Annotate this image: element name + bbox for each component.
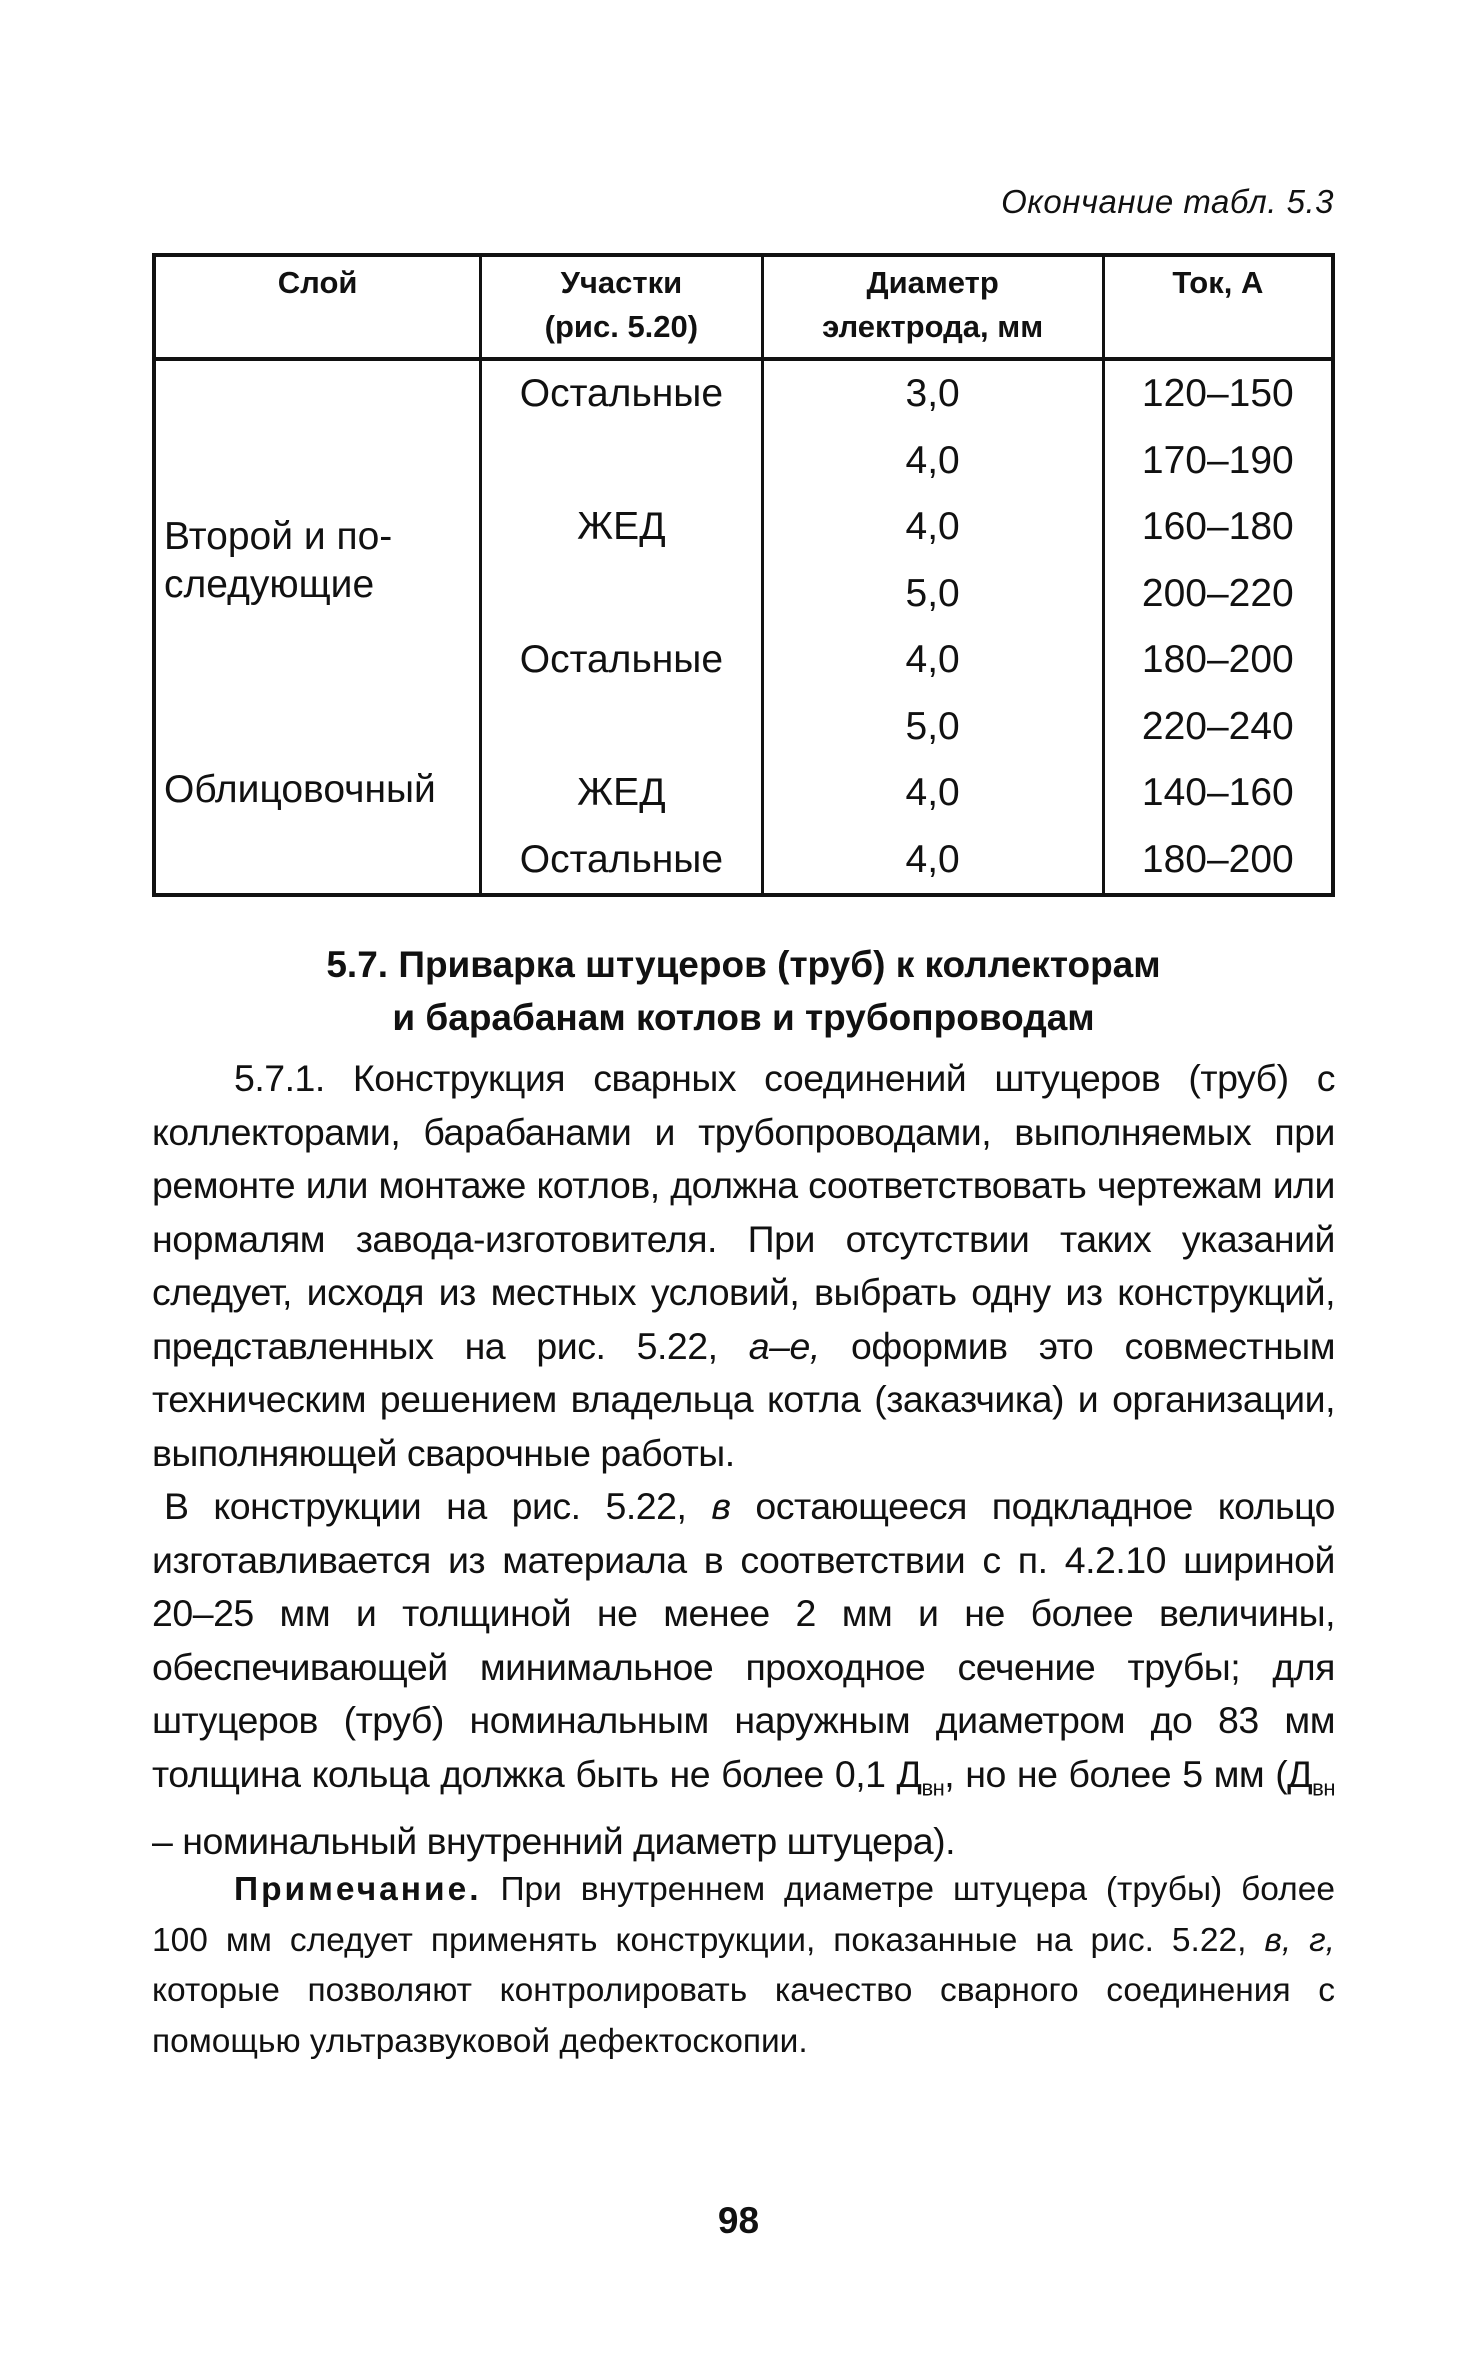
figure-ref-italic: а–е, [748, 1324, 820, 1367]
section-heading-line1: 5.7. Приварка штуцеров (труб) к коллекторам [326, 944, 1161, 985]
paragraph-backing-ring [152, 1480, 1335, 1868]
diameter-cell: 4,0 [762, 428, 1103, 495]
current-cell: 220–240 [1103, 694, 1333, 761]
current-cell: 180–200 [1103, 627, 1333, 694]
subscript: вн [1312, 1775, 1335, 1800]
diameter-cell: 4,0 [762, 760, 1103, 827]
header-zones-line2: (рис. 5.20) [544, 309, 699, 344]
diameter-cell: 4,0 [762, 827, 1103, 896]
diameter-cell: 5,0 [762, 561, 1103, 628]
page-number: 98 [717, 2200, 760, 2241]
zone-cell [481, 694, 762, 761]
header-diameter-line1: Диаметр [866, 265, 999, 300]
zone-cell: Остальные [481, 827, 762, 896]
paragraph-text: , но не более 5 мм (Д [944, 1752, 1313, 1795]
figure-ref-italic: в, г, [1264, 1921, 1335, 1959]
paragraph-text: остающееся подкладное кольцо изготавливается из материала в соответствии с п. 4.2.10 шириной 20–25 мм и толщиной не менее 2 мм и не более величины, обеспечивающей минимальное проходное сечение трубы; для штуцеров (труб) номинальным наружным диаметром до 83 мм толщина кольца должка быть не более 0,1 Д [152, 1485, 1335, 1795]
diameter-cell: 5,0 [762, 694, 1103, 761]
section-heading-line2: и барабанам котлов и трубопроводам [392, 997, 1095, 1038]
figure-ref-italic: в [711, 1485, 731, 1527]
zone-cell: Остальные [481, 359, 762, 428]
header-current: Ток, А [1103, 255, 1333, 359]
header-diameter [762, 255, 1103, 359]
current-cell: 170–190 [1103, 428, 1333, 495]
note-block [152, 1865, 1335, 2067]
note-text: При внутреннем диаметре штуцера (трубы) более 100 мм следует применять конструкции, показанные на рис. 5.22, [152, 1871, 1335, 1959]
paragraph-text: оформив это совместным техническим решением владельца котла (заказчика) и организации, выполняющей сварочные работы. [152, 1324, 1336, 1474]
paragraph-text: 5.7.1. Конструкция сварных соединений штуцеров (труб) с коллекторами, барабанами и трубопроводами, выполняемых при ремонте или монтаже котлов, должна соответствовать чертежам или нормалям завода-изготовителя. При отсутствии таких указаний следует, исходя из местных условий, выбрать одну из конструкций, представленных на рис. 5.22, [152, 1057, 1335, 1367]
current-cell: 160–180 [1103, 494, 1333, 561]
paragraph-text: В конструкции на рис. 5.22, [164, 1485, 687, 1527]
electrode-current-table [152, 253, 1335, 897]
zone-cell [481, 561, 762, 628]
layer-cell-second: Второй и по- следующие [154, 359, 481, 760]
note-paragraph [152, 1865, 1335, 2067]
current-cell: 200–220 [1103, 561, 1333, 628]
diameter-cell: 4,0 [762, 627, 1103, 694]
paragraph-5-7-1 [152, 1052, 1335, 1480]
note-text: которые позволяют контролировать качество сварного соединения с помощью ультразвуковой дефектоскопии. [152, 1972, 1335, 2060]
table-header-row [154, 255, 1333, 359]
header-diameter-line2: электрода, мм [822, 309, 1044, 344]
note-label: Примечание. [234, 1871, 482, 1908]
table-caption: Окончание табл. 5.3 [1001, 183, 1334, 220]
zone-cell: Остальные [481, 627, 762, 694]
current-cell: 140–160 [1103, 760, 1333, 827]
diameter-cell: 4,0 [762, 494, 1103, 561]
section-heading [150, 938, 1337, 1044]
current-cell: 180–200 [1103, 827, 1333, 896]
header-layer: Слой [154, 255, 481, 359]
zone-cell [481, 428, 762, 495]
table-row [154, 760, 1333, 827]
paragraph-text: – номинальный внутренний диаметр штуцера). [152, 1819, 956, 1862]
zone-cell: ЖЕД [481, 494, 762, 561]
header-zones [481, 255, 762, 359]
layer-cell-facing: Облицовочный [154, 760, 481, 895]
header-zones-line1: Участки [560, 265, 683, 300]
current-cell: 120–150 [1103, 359, 1333, 428]
subscript: вн [921, 1775, 945, 1800]
body-text [152, 1052, 1335, 1868]
diameter-cell: 3,0 [762, 359, 1103, 428]
table-row [154, 359, 1333, 428]
zone-cell: ЖЕД [481, 760, 762, 827]
